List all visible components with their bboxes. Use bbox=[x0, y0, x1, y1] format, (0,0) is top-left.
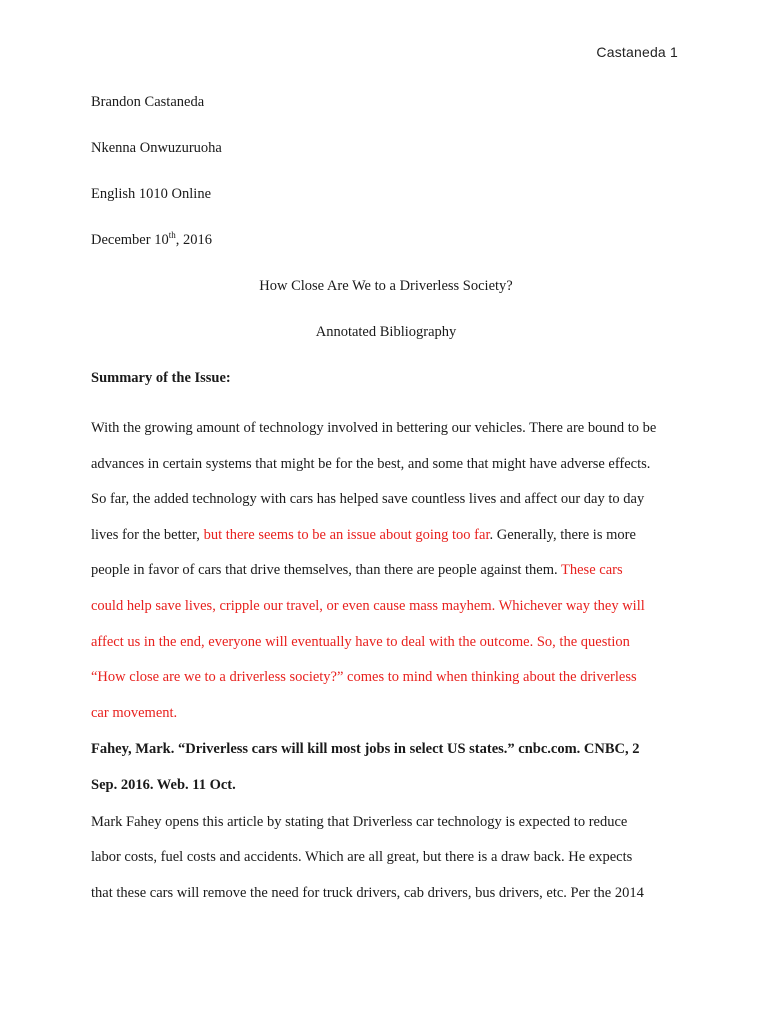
course-name: English 1010 Online bbox=[91, 186, 212, 202]
summary-paragraph bbox=[91, 411, 681, 731]
annotation-paragraph bbox=[91, 805, 681, 912]
date-prefix: December 10 bbox=[91, 232, 169, 248]
annotation-line: that these cars will remove the need for truck drivers, cab drivers, bus drivers, etc. Per the 2014 bbox=[91, 884, 644, 901]
instructor-name: Nkenna Onwuzuruoha bbox=[91, 140, 222, 156]
summary-text: lives for the better, bbox=[91, 526, 204, 543]
citation-entry bbox=[91, 732, 681, 803]
highlighted-text: but there seems to be an issue about going too far bbox=[203, 526, 490, 543]
summary-line: car movement. bbox=[91, 704, 178, 721]
summary-line: With the growing amount of technology involved in bettering our vehicles. There are bound to be bbox=[91, 420, 657, 436]
date-superscript: th bbox=[168, 230, 176, 241]
summary-line bbox=[91, 518, 681, 554]
summary-line: advances in certain systems that might be for the best, and some that might have adverse effects. bbox=[91, 455, 651, 472]
paper-subtitle: Annotated Bibliography bbox=[315, 324, 457, 340]
summary-line: could help save lives, cripple our travel, or even cause mass mayhem. Whichever way they will bbox=[91, 597, 645, 614]
highlighted-text: These cars bbox=[561, 562, 623, 579]
annotation-line: Mark Fahey opens this article by stating that Driverless car technology is expected to reduce bbox=[91, 813, 628, 830]
date-suffix: , 2016 bbox=[175, 232, 212, 248]
citation-line: Fahey, Mark. “Driverless cars will kill most jobs in select US states.” cnbc.com. CNBC, 2 bbox=[91, 741, 640, 758]
summary-text: people in favor of cars that drive themselves, than there are people against them. bbox=[91, 562, 562, 579]
summary-heading: Summary of the Issue: bbox=[91, 370, 231, 386]
document-body bbox=[91, 90, 681, 911]
summary-line: So far, the added technology with cars has helped save countless lives and affect our day to day bbox=[91, 491, 645, 508]
citation-line: Sep. 2016. Web. 11 Oct. bbox=[91, 776, 236, 793]
summary-line: “How close are we to a driverless society?” comes to mind when thinking about the driverless bbox=[91, 669, 637, 686]
annotation-line: labor costs, fuel costs and accidents. Which are all great, but there is a draw back. He expects bbox=[91, 849, 633, 866]
summary-line: affect us in the end, everyone will eventually have to deal with the outcome. So, the question bbox=[91, 633, 630, 650]
running-head: Castaneda 1 bbox=[596, 44, 678, 60]
student-name: Brandon Castaneda bbox=[91, 94, 205, 110]
paper-title: How Close Are We to a Driverless Society? bbox=[259, 278, 513, 294]
summary-text: . Generally, there is more bbox=[489, 526, 636, 543]
paper-date bbox=[91, 228, 681, 264]
summary-line bbox=[91, 553, 681, 589]
